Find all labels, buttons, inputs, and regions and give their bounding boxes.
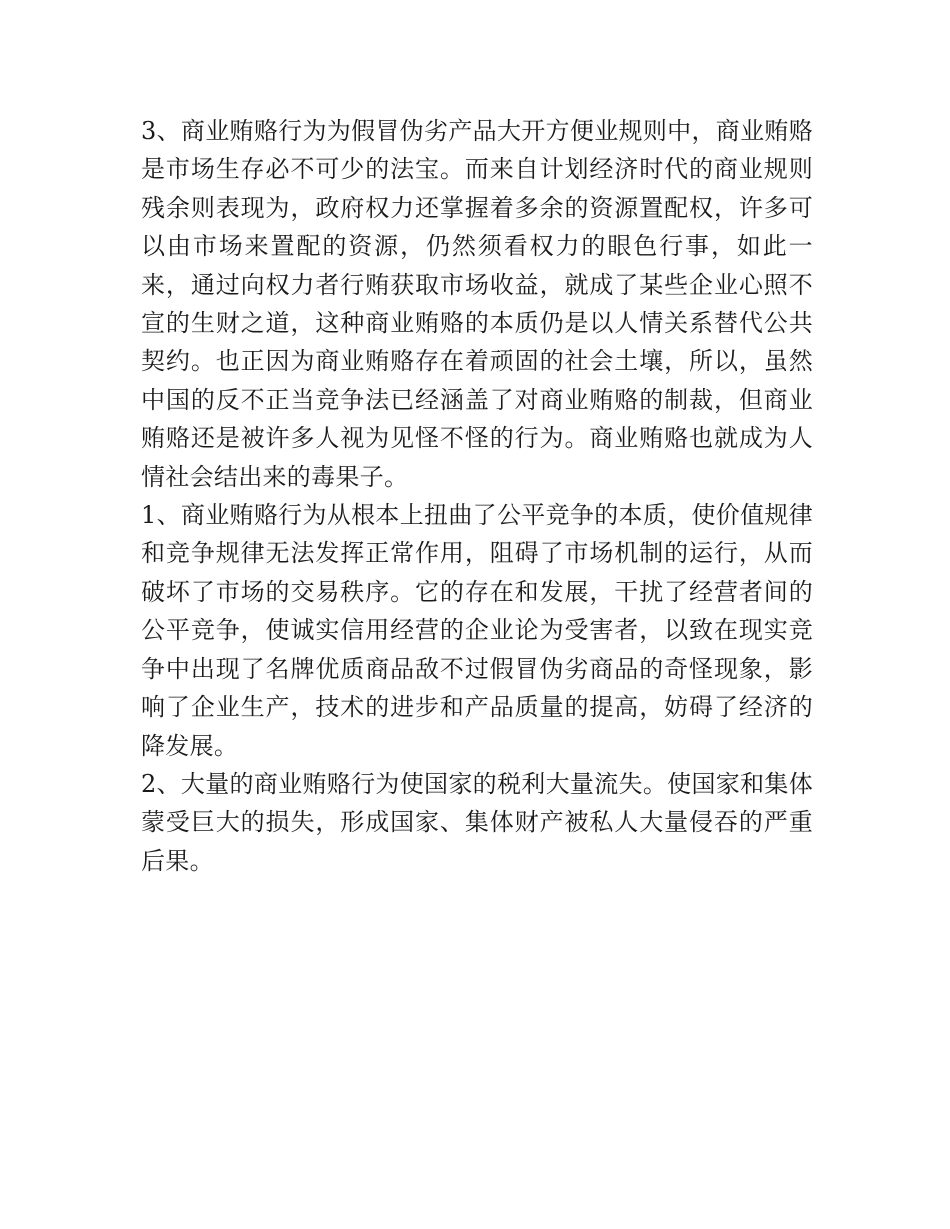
paragraph-point-2: 2、大量的商业贿赂行为使国家的税利大量流失。使国家和集体蒙受巨大的损失，形成国家、集体财产被私人大量侵吞的严重后果。 [141,769,813,875]
paragraph-point-3: 3、商业贿赂行为为假冒伪劣产品大开方便业规则中，商业贿赂是市场生存必不可少的法宝。而来自计划经济时代的商业规则残余则表现为，政府权力还掌握着多余的资源置配权，许多可以由市场来置配的资源，仍然须看权力的眼色行事，如此一来，通过向权力者行贿获取市场收益，就成了某些企业心照不宣的生财之道，这种商业贿赂的本质仍是以人情关系替代公共契约。也正因为商业贿赂存在着顽固的社会土壤，所以，虽然中国的反不正当竞争法已经涵盖了对商业贿赂的制裁，但商业贿赂还是被许多人视为见怪不怪的行为。商业贿赂也就成为人情社会结出来的毒果子。 [141,117,813,491]
document-body [141,112,813,880]
paragraph-point-1: 1、商业贿赂行为从根本上扭曲了公平竞争的本质，使价值规律和竞争规律无法发挥正常作用，阻碍了市场机制的运行，从而破坏了市场的交易秩序。它的存在和发展，干扰了经营者间的公平竞争，使诚实信用经营的企业论为受害者，以致在现实竞争中出现了名牌优质商品敌不过假冒伪劣商品的奇怪现象，影响了企业生产，技术的进步和产品质量的提高，妨碍了经济的降发展。 [141,501,813,760]
